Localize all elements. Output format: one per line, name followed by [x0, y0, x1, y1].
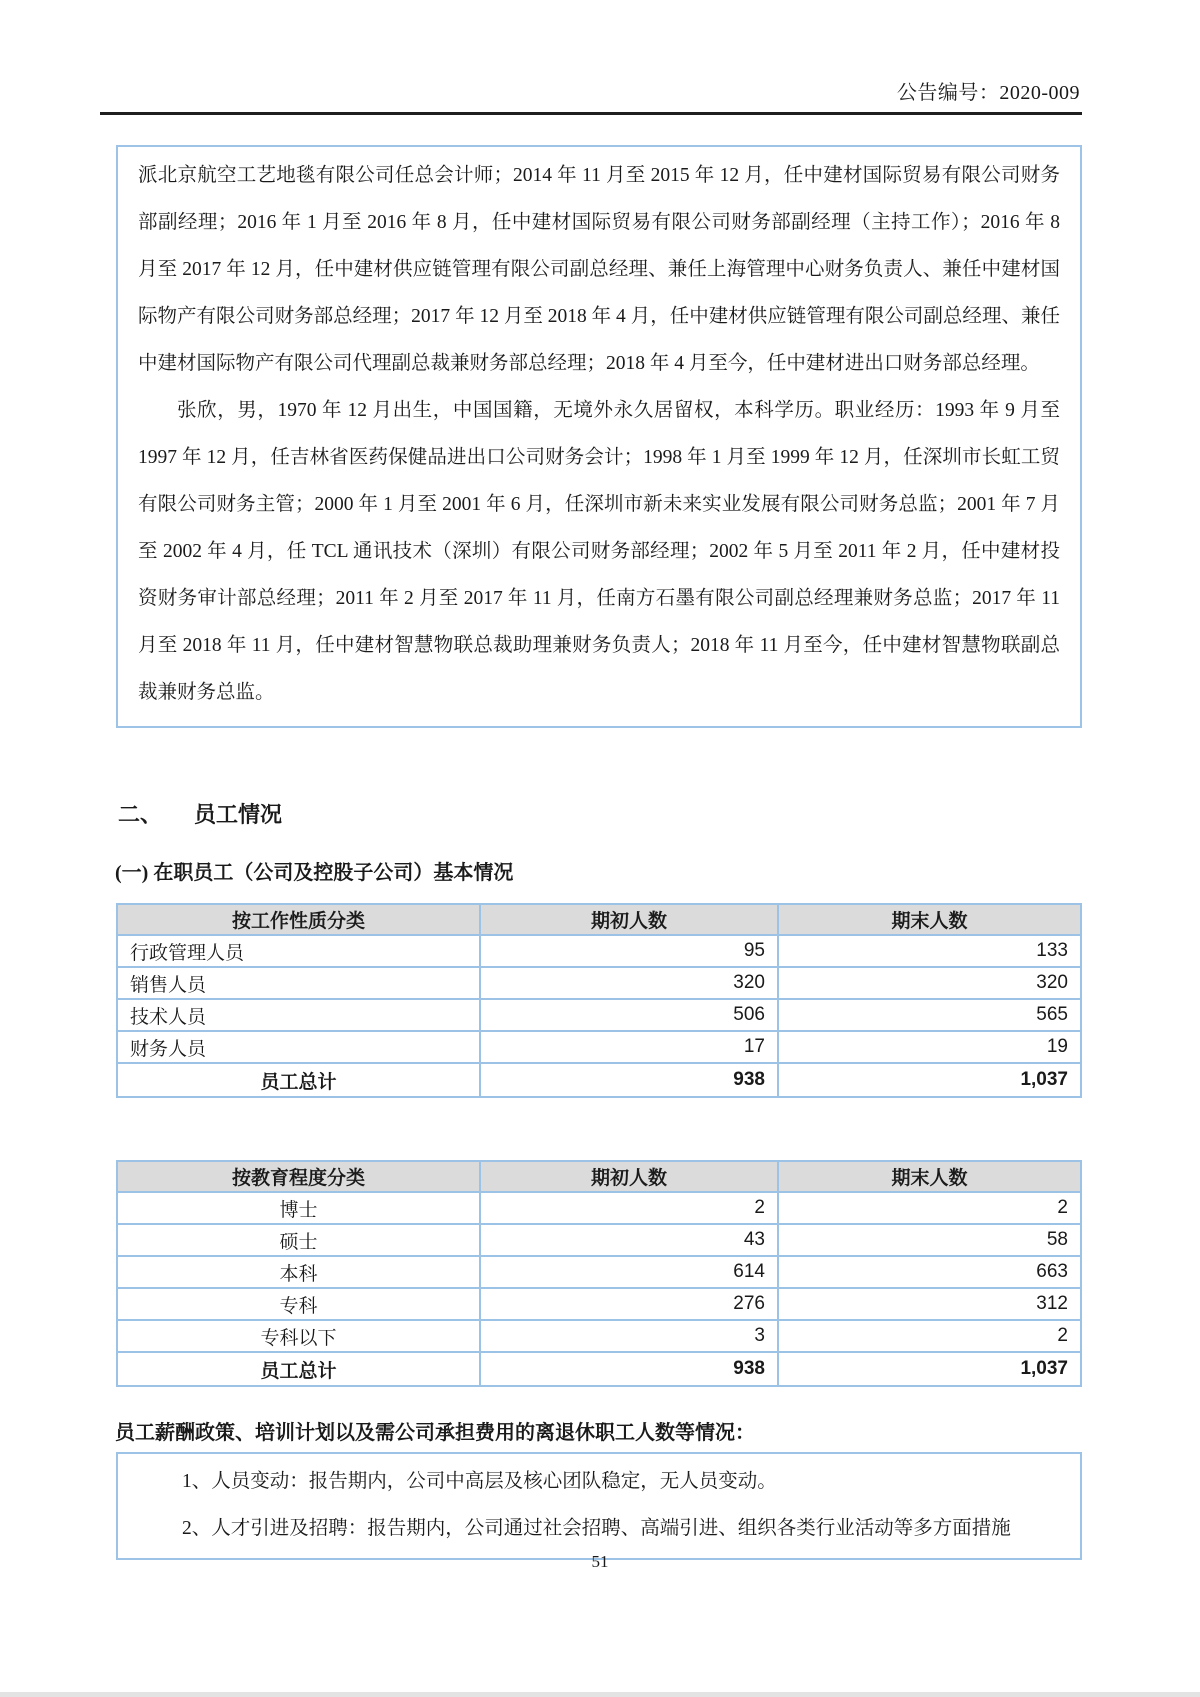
bio-paragraph-1: 派北京航空工艺地毯有限公司任总会计师；2014 年 11 月至 2015 年 12 月，任中建材国际贸易有限公司财务部副经理；2016 年 1 月至 2016 年 8 月，任中建材国际贸易有限公司财务部副经理（主持工作）；2016 年 8 月至 2017 年 12 月，任中建材供应链管理有限公司副总经理、兼任上海管理中心财务负责人、兼任中建材国际物产有限公司财务部总经理；2017 年 12 月至 2018 年 4 月，任中建材供应链管理有限公司副总经理、兼任中建材国际物产有限公司代理副总裁兼财务部总经理；2018 年 4 月至今，任中建材进出口财务部总经理。 [138, 165, 1060, 374]
column-header-end-count: 期末人数 [778, 1161, 1081, 1192]
row-label: 专科以下 [117, 1320, 480, 1352]
end-count: 312 [778, 1288, 1081, 1320]
row-label: 博士 [117, 1192, 480, 1224]
row-label: 技术人员 [117, 999, 480, 1031]
biography-text-box [116, 145, 1082, 728]
page-bottom-edge [0, 1692, 1200, 1697]
section-heading-employees [118, 798, 282, 829]
end-count: 58 [778, 1224, 1081, 1256]
table-row [117, 1288, 1081, 1320]
begin-count: 43 [480, 1224, 778, 1256]
begin-count: 320 [480, 967, 778, 999]
section-number: 二、 [118, 802, 163, 827]
row-label: 财务人员 [117, 1031, 480, 1063]
section-title: 员工情况 [194, 802, 283, 827]
end-count: 320 [778, 967, 1081, 999]
begin-count: 3 [480, 1320, 778, 1352]
table-row [117, 1031, 1081, 1063]
table-row [117, 967, 1081, 999]
begin-count: 2 [480, 1192, 778, 1224]
table-header-row [117, 904, 1081, 935]
announcement-number: 公告编号：2020-009 [896, 82, 1080, 104]
column-header-begin-count: 期初人数 [480, 904, 778, 935]
end-count: 663 [778, 1256, 1081, 1288]
column-header-end-count: 期末人数 [778, 904, 1081, 935]
table-header-row [117, 1161, 1081, 1192]
row-label: 本科 [117, 1256, 480, 1288]
end-count: 2 [778, 1192, 1081, 1224]
row-label: 专科 [117, 1288, 480, 1320]
table-row [117, 935, 1081, 967]
total-begin-count: 938 [480, 1352, 778, 1386]
end-count: 133 [778, 935, 1081, 967]
table-row [117, 1192, 1081, 1224]
begin-count: 506 [480, 999, 778, 1031]
table-total-row [117, 1352, 1081, 1386]
note-item-2: 2、人才引进及招聘：报告期内，公司通过社会招聘、高端引进、组织各类行业活动等多方面措施 [182, 1518, 1011, 1539]
employees-by-job-type-table [116, 903, 1082, 1098]
column-header-begin-count: 期初人数 [480, 1161, 778, 1192]
table-row [117, 1256, 1081, 1288]
note-item-1: 1、人员变动：报告期内，公司中高层及核心团队稳定，无人员变动。 [182, 1471, 777, 1492]
employees-by-education-table [116, 1160, 1082, 1387]
row-label: 硕士 [117, 1224, 480, 1256]
table-row [117, 999, 1081, 1031]
page-number: 51 [591, 1552, 609, 1571]
end-count: 19 [778, 1031, 1081, 1063]
total-begin-count: 938 [480, 1063, 778, 1097]
table-row [117, 1224, 1081, 1256]
total-label: 员工总计 [117, 1352, 480, 1386]
begin-count: 95 [480, 935, 778, 967]
row-label: 行政管理人员 [117, 935, 480, 967]
begin-count: 276 [480, 1288, 778, 1320]
total-end-count: 1,037 [778, 1352, 1081, 1386]
table-row [117, 1320, 1081, 1352]
header-divider-line [100, 112, 1082, 115]
total-end-count: 1,037 [778, 1063, 1081, 1097]
end-count: 565 [778, 999, 1081, 1031]
bio-paragraph-2: 张欣，男，1970 年 12 月出生，中国国籍，无境外永久居留权，本科学历。职业经历：1993 年 9 月至 1997 年 12 月，任吉林省医药保健品进出口公司财务会计；1998 年 1 月至 1999 年 12 月，任深圳市长虹工贸有限公司财务主管；2000 年 1 月至 2001 年 6 月，任深圳市新未来实业发展有限公司财务总监；2001 年 7 月至 2002 年 4 月，任 TCL 通讯技术（深圳）有限公司财务部经理；2002 年 5 月至 2011 年 2 月，任中建材投资财务审计部总经理；2011 年 2 月至 2017 年 11 月，任南方石墨有限公司副总经理兼财务总监；2017 年 11 月至 2018 年 11 月，任中建材智慧物联总裁助理兼财务负责人；2018 年 11 月至今，任中建材智慧物联副总裁兼财务总监。 [138, 400, 1060, 703]
end-count: 2 [778, 1320, 1081, 1352]
total-label: 员工总计 [117, 1063, 480, 1097]
column-header-education-level: 按教育程度分类 [117, 1161, 480, 1192]
begin-count: 17 [480, 1031, 778, 1063]
table-total-row [117, 1063, 1081, 1097]
row-label: 销售人员 [117, 967, 480, 999]
salary-policy-notes-box [116, 1452, 1082, 1560]
subsection-heading-active-employees: (一) 在职员工（公司及控股子公司）基本情况 [115, 862, 514, 884]
begin-count: 614 [480, 1256, 778, 1288]
column-header-job-type: 按工作性质分类 [117, 904, 480, 935]
salary-policy-heading: 员工薪酬政策、培训计划以及需公司承担费用的离退休职工人数等情况： [115, 1422, 755, 1444]
